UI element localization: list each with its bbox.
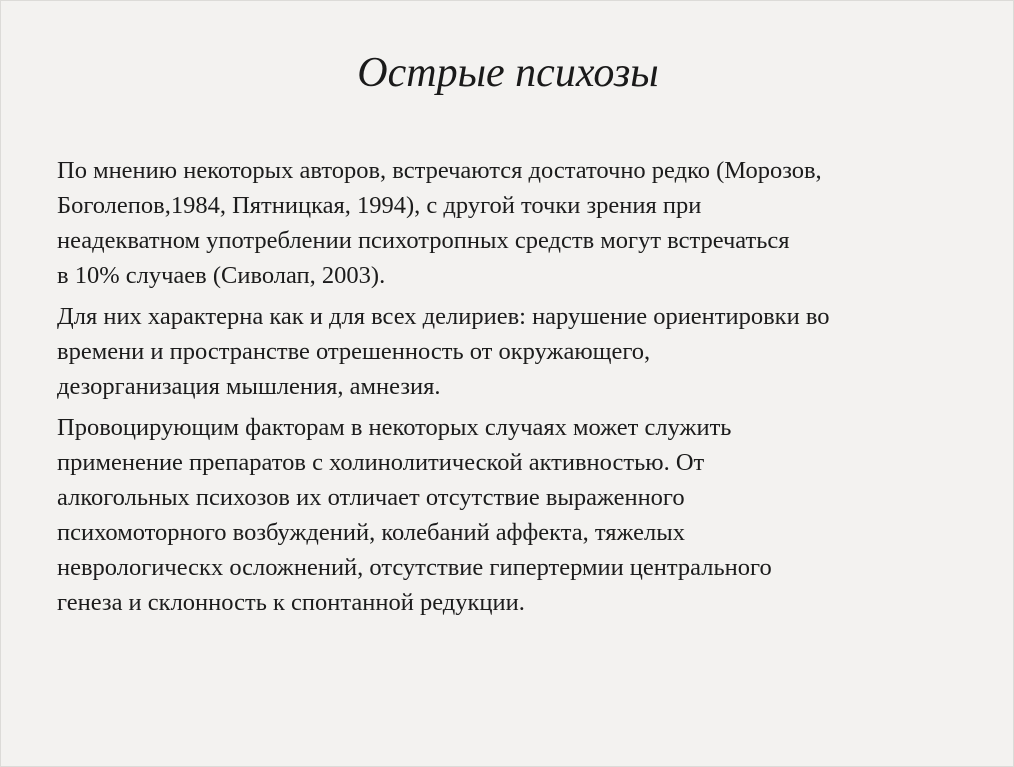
slide-body [57,153,977,626]
paragraph-line: неврологическх осложнений, отсутствие гипертермии центрального [57,554,772,581]
paragraph-line: неадекватном употреблении психотропных средств могут встречаться [57,227,790,254]
paragraph-line: психомоторного возбуждений, колебаний аффекта, тяжелых [57,519,685,546]
paragraph-characteristics [57,299,977,404]
slide-title: Острые психозы [357,50,659,96]
paragraph-prevalence [57,153,977,293]
paragraph-line: в 10% случаев (Сиволап, 2003). [57,262,386,289]
paragraph-line: применение препаратов с холинолитической активностью. От [57,449,705,476]
paragraph-line: Для них характерна как и для всех делириев: нарушение ориентировки во [57,303,830,330]
paragraph-line: генеза и склонность к спонтанной редукции. [57,589,525,616]
paragraph-line: времени и пространстве отрешенность от окружающего, [57,338,651,365]
paragraph-line: По мнению некоторых авторов, встречаются достаточно редко (Морозов, [57,157,822,184]
paragraph-line: дезорганизация мышления, амнезия. [57,373,441,400]
paragraph-line: алкогольных психозов их отличает отсутствие выраженного [57,484,685,511]
paragraph-line: Боголепов,1984, Пятницкая, 1994), с другой точки зрения при [57,192,702,219]
paragraph-line: Провоцирующим факторам в некоторых случаях может служить [57,414,732,441]
paragraph-provoking-factors [57,410,977,620]
